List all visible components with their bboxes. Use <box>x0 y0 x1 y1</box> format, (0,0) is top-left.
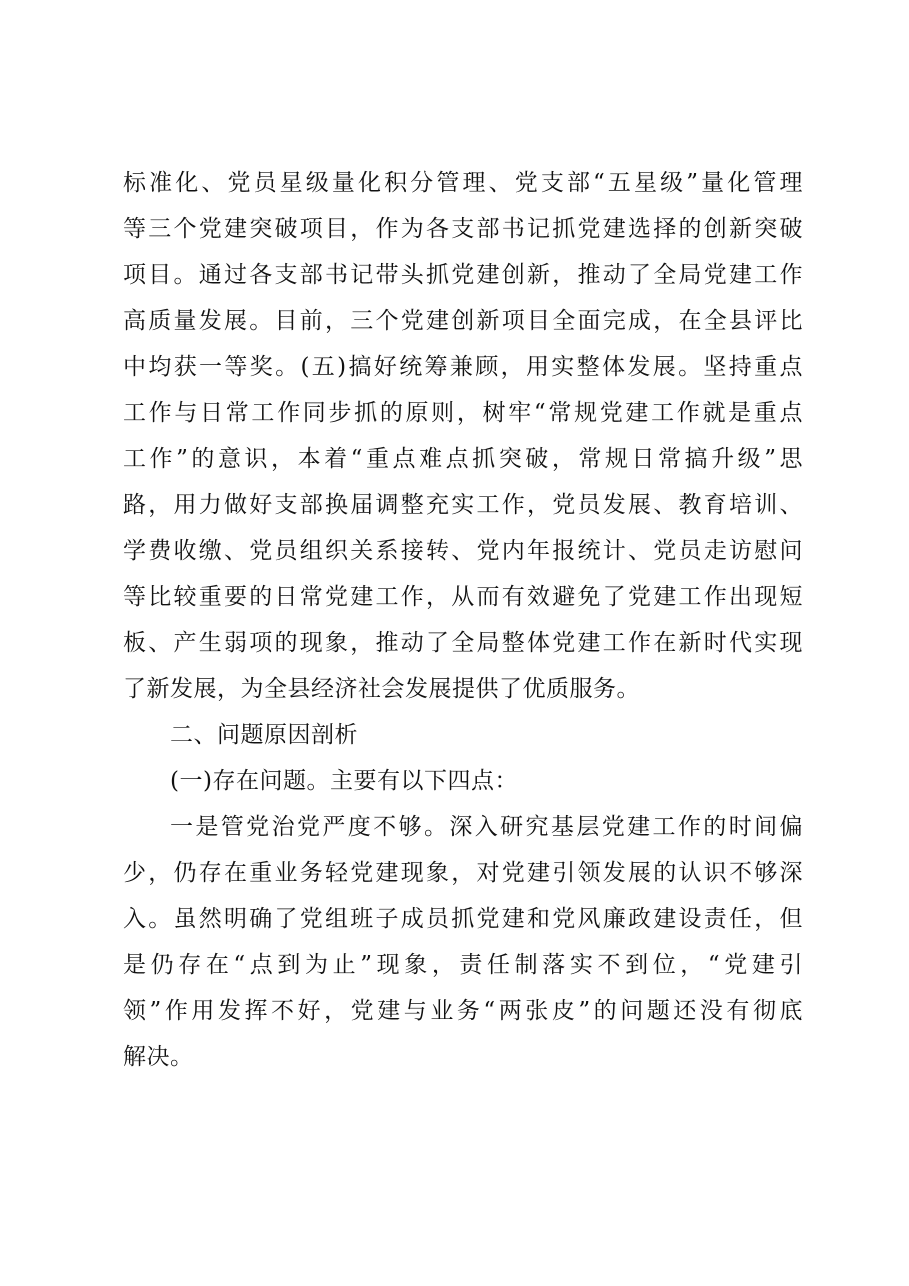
paragraph-line: 等比较重要的日常党建工作，从而有效避免了党建工作出现短 <box>123 584 803 610</box>
section-heading: 二、问题原因剖析 <box>170 722 358 748</box>
paragraph-line: 解决。 <box>123 1044 194 1070</box>
paragraph-line: 高质量发展。目前，三个党建创新项目全面完成，在全县评比 <box>123 308 803 334</box>
subsection-heading: (一)存在问题。主要有以下四点： <box>170 768 518 794</box>
paragraph-line: 等三个党建突破项目，作为各支部书记抓党建选择的创新突破 <box>123 216 803 242</box>
paragraph-line: 了新发展，为全县经济社会发展提供了优质服务。 <box>123 676 640 702</box>
paragraph-line: 路，用力做好支部换届调整充实工作，党员发展、教育培训、 <box>123 492 803 518</box>
paragraph-line: 工作”的意识，本着“重点难点抓突破，常规日常搞升级”思 <box>123 446 803 472</box>
paragraph-line: 领”作用发挥不好，党建与业务“两张皮”的问题还没有彻底 <box>123 998 803 1024</box>
paragraph-line: 项目。通过各支部书记带头抓党建创新，推动了全局党建工作 <box>123 262 803 288</box>
paragraph-line: 中均获一等奖。(五)搞好统筹兼顾，用实整体发展。坚持重点 <box>123 354 803 380</box>
paragraph-line: 学费收缴、党员组织关系接转、党内年报统计、党员走访慰问 <box>123 538 803 564</box>
paragraph-line: 是仍存在“点到为止”现象，责任制落实不到位，“党建引 <box>123 952 803 978</box>
paragraph-line: 工作与日常工作同步抓的原则，树牢“常规党建工作就是重点 <box>123 400 803 426</box>
paragraph-line: 标准化、党员星级量化积分管理、党支部“五星级”量化管理 <box>123 170 803 196</box>
paragraph-line: 少，仍存在重业务轻党建现象，对党建引领发展的认识不够深 <box>123 860 803 886</box>
paragraph-line: 一是管党治党严度不够。深入研究基层党建工作的时间偏 <box>170 814 803 840</box>
paragraph-line: 板、产生弱项的现象，推动了全局整体党建工作在新时代实现 <box>123 630 803 656</box>
paragraph-line: 入。虽然明确了党组班子成员抓党建和党风廉政建设责任，但 <box>123 906 803 932</box>
